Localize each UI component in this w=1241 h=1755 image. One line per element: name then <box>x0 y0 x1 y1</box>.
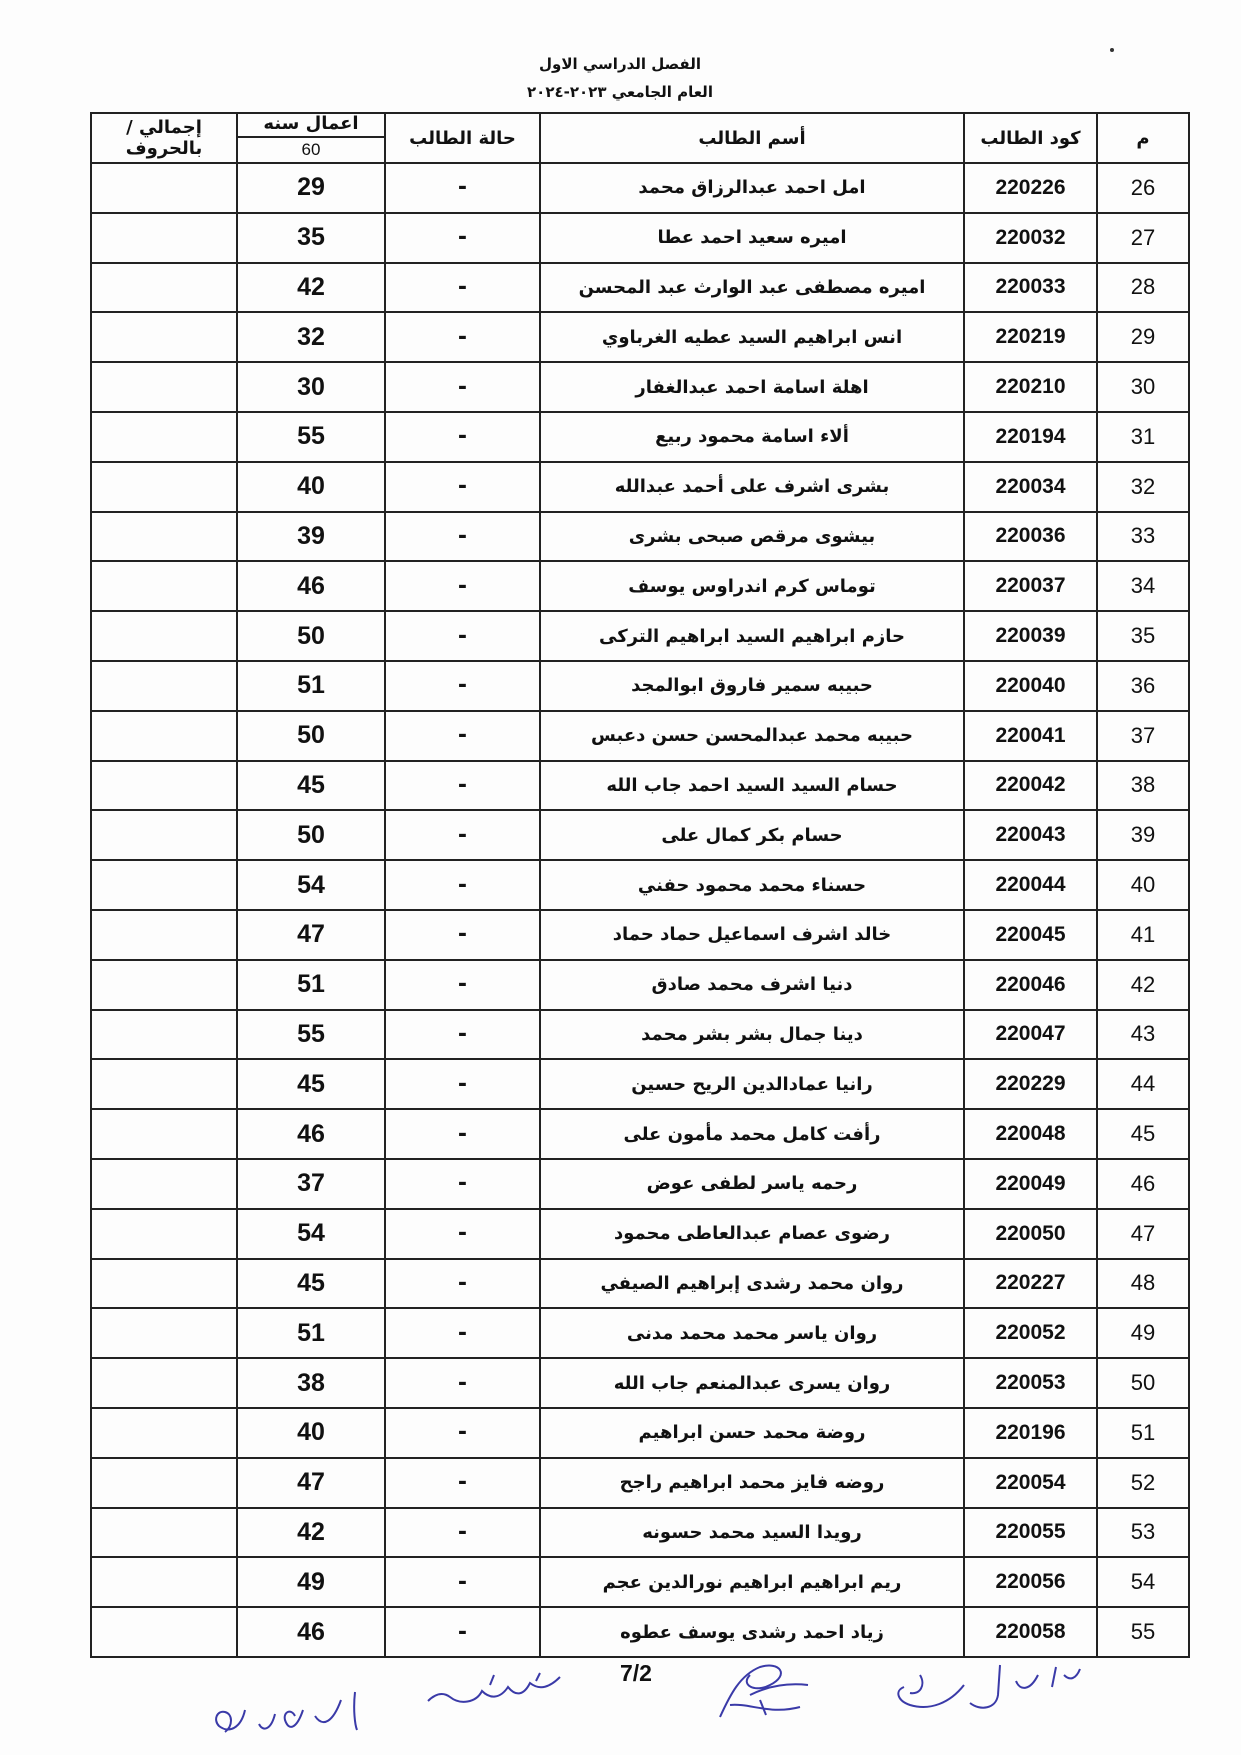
student-code: 220032 <box>964 213 1097 263</box>
coursework-grade: 47 <box>237 1458 385 1508</box>
row-index: 37 <box>1097 711 1189 761</box>
table-row <box>91 312 1189 362</box>
total-in-words <box>91 561 237 611</box>
student-name: رأفت كامل محمد مأمون على <box>540 1109 964 1159</box>
total-in-words <box>91 412 237 462</box>
table-row <box>91 1607 1189 1657</box>
coursework-grade: 46 <box>237 1109 385 1159</box>
student-name: روان محمد رشدى إبراهيم الصيفي <box>540 1259 964 1309</box>
table-row <box>91 412 1189 462</box>
student-name: دنيا اشرف محمد صادق <box>540 960 964 1010</box>
coursework-grade: 46 <box>237 1607 385 1657</box>
student-status: - <box>385 1358 540 1408</box>
student-name: توماس كرم اندراوس يوسف <box>540 561 964 611</box>
table-row <box>91 761 1189 811</box>
header-student-name: أسم الطالب <box>540 113 964 163</box>
student-code: 220039 <box>964 611 1097 661</box>
table-row <box>91 711 1189 761</box>
student-status: - <box>385 1259 540 1309</box>
row-index: 49 <box>1097 1308 1189 1358</box>
student-name: اهلة اسامة احمد عبدالغفار <box>540 362 964 412</box>
student-status: - <box>385 163 540 213</box>
coursework-grade: 45 <box>237 1259 385 1309</box>
student-status: - <box>385 1607 540 1657</box>
student-code: 220219 <box>964 312 1097 362</box>
table-row <box>91 1209 1189 1259</box>
total-in-words <box>91 362 237 412</box>
student-code: 220196 <box>964 1408 1097 1458</box>
grades-table <box>90 112 1190 1658</box>
coursework-grade: 50 <box>237 611 385 661</box>
coursework-grade: 39 <box>237 512 385 562</box>
coursework-grade: 42 <box>237 1508 385 1558</box>
table-row <box>91 1259 1189 1309</box>
student-name: روضة محمد حسن ابراهيم <box>540 1408 964 1458</box>
student-status: - <box>385 362 540 412</box>
coursework-grade: 38 <box>237 1358 385 1408</box>
student-name: روضه فايز محمد ابراهيم راجح <box>540 1458 964 1508</box>
student-status: - <box>385 960 540 1010</box>
row-index: 54 <box>1097 1557 1189 1607</box>
student-status: - <box>385 213 540 263</box>
student-code: 220194 <box>964 412 1097 462</box>
coursework-grade: 32 <box>237 312 385 362</box>
row-index: 40 <box>1097 860 1189 910</box>
student-status: - <box>385 1159 540 1209</box>
row-index: 36 <box>1097 661 1189 711</box>
student-status: - <box>385 1109 540 1159</box>
student-status: - <box>385 810 540 860</box>
student-code: 220058 <box>964 1607 1097 1657</box>
coursework-grade: 29 <box>237 163 385 213</box>
student-name: رانيا عمادالدين الريح حسين <box>540 1059 964 1109</box>
coursework-grade: 54 <box>237 860 385 910</box>
student-name: حسام بكر كمال على <box>540 810 964 860</box>
table-row <box>91 163 1189 213</box>
coursework-grade: 45 <box>237 761 385 811</box>
student-code: 220050 <box>964 1209 1097 1259</box>
coursework-grade: 51 <box>237 1308 385 1358</box>
row-index: 38 <box>1097 761 1189 811</box>
header-student-code: كود الطالب <box>964 113 1097 163</box>
student-code: 220055 <box>964 1508 1097 1558</box>
total-in-words <box>91 312 237 362</box>
student-status: - <box>385 661 540 711</box>
student-name: دينا جمال بشر بشر محمد <box>540 1010 964 1060</box>
table-row <box>91 910 1189 960</box>
coursework-grade: 42 <box>237 263 385 313</box>
student-name: رحمه ياسر لطفى عوض <box>540 1159 964 1209</box>
coursework-grade: 40 <box>237 462 385 512</box>
student-code: 220210 <box>964 362 1097 412</box>
total-in-words <box>91 1059 237 1109</box>
signature-3 <box>700 1655 820 1730</box>
total-in-words <box>91 960 237 1010</box>
student-status: - <box>385 412 540 462</box>
student-name: ريم ابراهيم ابراهيم نورالدين عجم <box>540 1557 964 1607</box>
total-in-words <box>91 1508 237 1558</box>
student-status: - <box>385 860 540 910</box>
total-in-words <box>91 810 237 860</box>
coursework-grade: 51 <box>237 960 385 1010</box>
student-name: حبيبه سمير فاروق ابوالمجد <box>540 661 964 711</box>
coursework-grade: 35 <box>237 213 385 263</box>
student-code: 220037 <box>964 561 1097 611</box>
student-code: 220054 <box>964 1458 1097 1508</box>
student-status: - <box>385 462 540 512</box>
table-row <box>91 1508 1189 1558</box>
row-index: 48 <box>1097 1259 1189 1309</box>
row-index: 33 <box>1097 512 1189 562</box>
coursework-grade: 50 <box>237 711 385 761</box>
student-status: - <box>385 910 540 960</box>
signature-4 <box>880 1655 1100 1725</box>
student-status: - <box>385 561 540 611</box>
coursework-grade: 50 <box>237 810 385 860</box>
coursework-grade: 51 <box>237 661 385 711</box>
total-in-words <box>91 860 237 910</box>
coursework-grade: 55 <box>237 1010 385 1060</box>
student-code: 220056 <box>964 1557 1097 1607</box>
table-row <box>91 462 1189 512</box>
student-code: 220229 <box>964 1059 1097 1109</box>
row-index: 32 <box>1097 462 1189 512</box>
student-name: اميره سعيد احمد عطا <box>540 213 964 263</box>
total-in-words <box>91 1408 237 1458</box>
student-code: 220049 <box>964 1159 1097 1209</box>
student-name: بيشوى مرقص صبحى بشرى <box>540 512 964 562</box>
student-code: 220048 <box>964 1109 1097 1159</box>
student-name: ألاء اسامة محمود ربيع <box>540 412 964 462</box>
table-row <box>91 810 1189 860</box>
student-status: - <box>385 1308 540 1358</box>
table-row <box>91 1358 1189 1408</box>
student-name: امل احمد عبدالرزاق محمد <box>540 163 964 213</box>
student-code: 220053 <box>964 1358 1097 1408</box>
student-status: - <box>385 1458 540 1508</box>
coursework-grade: 49 <box>237 1557 385 1607</box>
row-index: 53 <box>1097 1508 1189 1558</box>
table-row <box>91 1010 1189 1060</box>
header-coursework-label: اعمال سنه <box>238 114 384 138</box>
row-index: 29 <box>1097 312 1189 362</box>
table-row <box>91 611 1189 661</box>
coursework-grade: 54 <box>237 1209 385 1259</box>
coursework-grade: 45 <box>237 1059 385 1109</box>
signature-asmaa-ali <box>205 1670 375 1740</box>
header-coursework-max: 60 <box>301 140 321 159</box>
table-row <box>91 1557 1189 1607</box>
table-row <box>91 561 1189 611</box>
student-code: 220052 <box>964 1308 1097 1358</box>
student-name: رويدا السيد محمد حسونه <box>540 1508 964 1558</box>
student-status: - <box>385 711 540 761</box>
student-code: 220034 <box>964 462 1097 512</box>
total-in-words <box>91 1607 237 1657</box>
student-name: حسام السيد السيد احمد جاب الله <box>540 761 964 811</box>
table-row <box>91 661 1189 711</box>
row-index: 34 <box>1097 561 1189 611</box>
student-status: - <box>385 1059 540 1109</box>
student-status: - <box>385 611 540 661</box>
student-code: 220040 <box>964 661 1097 711</box>
student-name: حسناء محمد محمود حفني <box>540 860 964 910</box>
header-coursework <box>237 113 385 163</box>
row-index: 45 <box>1097 1109 1189 1159</box>
student-status: - <box>385 512 540 562</box>
coursework-grade: 30 <box>237 362 385 412</box>
coursework-grade: 37 <box>237 1159 385 1209</box>
table-row <box>91 1408 1189 1458</box>
row-index: 51 <box>1097 1408 1189 1458</box>
signature-mohamed-mahmoud <box>420 1665 570 1715</box>
row-index: 43 <box>1097 1010 1189 1060</box>
table-row <box>91 512 1189 562</box>
student-code: 220036 <box>964 512 1097 562</box>
table-row <box>91 1159 1189 1209</box>
table-header-row <box>91 113 1189 163</box>
student-status: - <box>385 263 540 313</box>
scan-speck <box>1110 48 1114 52</box>
student-status: - <box>385 1010 540 1060</box>
total-in-words <box>91 661 237 711</box>
table-row <box>91 1308 1189 1358</box>
total-in-words <box>91 1458 237 1508</box>
student-name: رضوى عصام عبدالعاطى محمود <box>540 1209 964 1259</box>
row-index: 47 <box>1097 1209 1189 1259</box>
academic-year-title: العام الجامعي ٢٠٢٣-٢٠٢٤ <box>527 83 713 101</box>
row-index: 26 <box>1097 163 1189 213</box>
semester-title: الفصل الدراسي الاول <box>539 55 701 73</box>
student-code: 220227 <box>964 1259 1097 1309</box>
row-index: 27 <box>1097 213 1189 263</box>
student-name: انس ابراهيم السيد عطيه الغرباوي <box>540 312 964 362</box>
student-code: 220046 <box>964 960 1097 1010</box>
student-name: اميره مصطفى عبد الوارث عبد المحسن <box>540 263 964 313</box>
table-row <box>91 860 1189 910</box>
table-row <box>91 960 1189 1010</box>
student-code: 220041 <box>964 711 1097 761</box>
row-index: 28 <box>1097 263 1189 313</box>
page-number: 7/2 <box>620 1660 652 1686</box>
total-in-words <box>91 711 237 761</box>
total-in-words <box>91 1109 237 1159</box>
student-status: - <box>385 1557 540 1607</box>
header-total: إجمالي / بالحروف <box>91 113 237 163</box>
row-index: 41 <box>1097 910 1189 960</box>
header-student-status: حالة الطالب <box>385 113 540 163</box>
student-name: بشرى اشرف على أحمد عبدالله <box>540 462 964 512</box>
student-code: 220044 <box>964 860 1097 910</box>
student-status: - <box>385 1408 540 1458</box>
total-in-words <box>91 213 237 263</box>
student-code: 220045 <box>964 910 1097 960</box>
coursework-grade: 40 <box>237 1408 385 1458</box>
coursework-grade: 55 <box>237 412 385 462</box>
student-code: 220033 <box>964 263 1097 313</box>
total-in-words <box>91 1010 237 1060</box>
total-in-words <box>91 1209 237 1259</box>
coursework-grade: 47 <box>237 910 385 960</box>
table-row <box>91 263 1189 313</box>
row-index: 42 <box>1097 960 1189 1010</box>
total-in-words <box>91 1159 237 1209</box>
student-code: 220047 <box>964 1010 1097 1060</box>
total-in-words <box>91 512 237 562</box>
student-code: 220043 <box>964 810 1097 860</box>
total-in-words <box>91 1557 237 1607</box>
table-row <box>91 213 1189 263</box>
student-status: - <box>385 761 540 811</box>
total-in-words <box>91 163 237 213</box>
total-in-words <box>91 1308 237 1358</box>
student-status: - <box>385 1508 540 1558</box>
student-name: زياد احمد رشدى يوسف عطوه <box>540 1607 964 1657</box>
total-in-words <box>91 1259 237 1309</box>
student-name: روان ياسر محمد محمد مدنى <box>540 1308 964 1358</box>
total-in-words <box>91 263 237 313</box>
row-index: 55 <box>1097 1607 1189 1657</box>
total-in-words <box>91 910 237 960</box>
total-in-words <box>91 462 237 512</box>
coursework-grade: 46 <box>237 561 385 611</box>
header-index: م <box>1097 113 1189 163</box>
row-index: 30 <box>1097 362 1189 412</box>
total-in-words <box>91 611 237 661</box>
row-index: 44 <box>1097 1059 1189 1109</box>
total-in-words <box>91 761 237 811</box>
row-index: 46 <box>1097 1159 1189 1209</box>
table-row <box>91 1059 1189 1109</box>
row-index: 52 <box>1097 1458 1189 1508</box>
table-row <box>91 1109 1189 1159</box>
student-name: خالد اشرف اسماعيل حماد حماد <box>540 910 964 960</box>
student-status: - <box>385 312 540 362</box>
row-index: 35 <box>1097 611 1189 661</box>
student-status: - <box>385 1209 540 1259</box>
student-name: حازم ابراهيم السيد ابراهيم التركى <box>540 611 964 661</box>
student-name: حبيبه محمد عبدالمحسن حسن دعبس <box>540 711 964 761</box>
row-index: 31 <box>1097 412 1189 462</box>
student-name: روان يسرى عبدالمنعم جاب الله <box>540 1358 964 1408</box>
student-code: 220226 <box>964 163 1097 213</box>
table-row <box>91 1458 1189 1508</box>
total-in-words <box>91 1358 237 1408</box>
student-code: 220042 <box>964 761 1097 811</box>
table-row <box>91 362 1189 412</box>
row-index: 39 <box>1097 810 1189 860</box>
row-index: 50 <box>1097 1358 1189 1408</box>
